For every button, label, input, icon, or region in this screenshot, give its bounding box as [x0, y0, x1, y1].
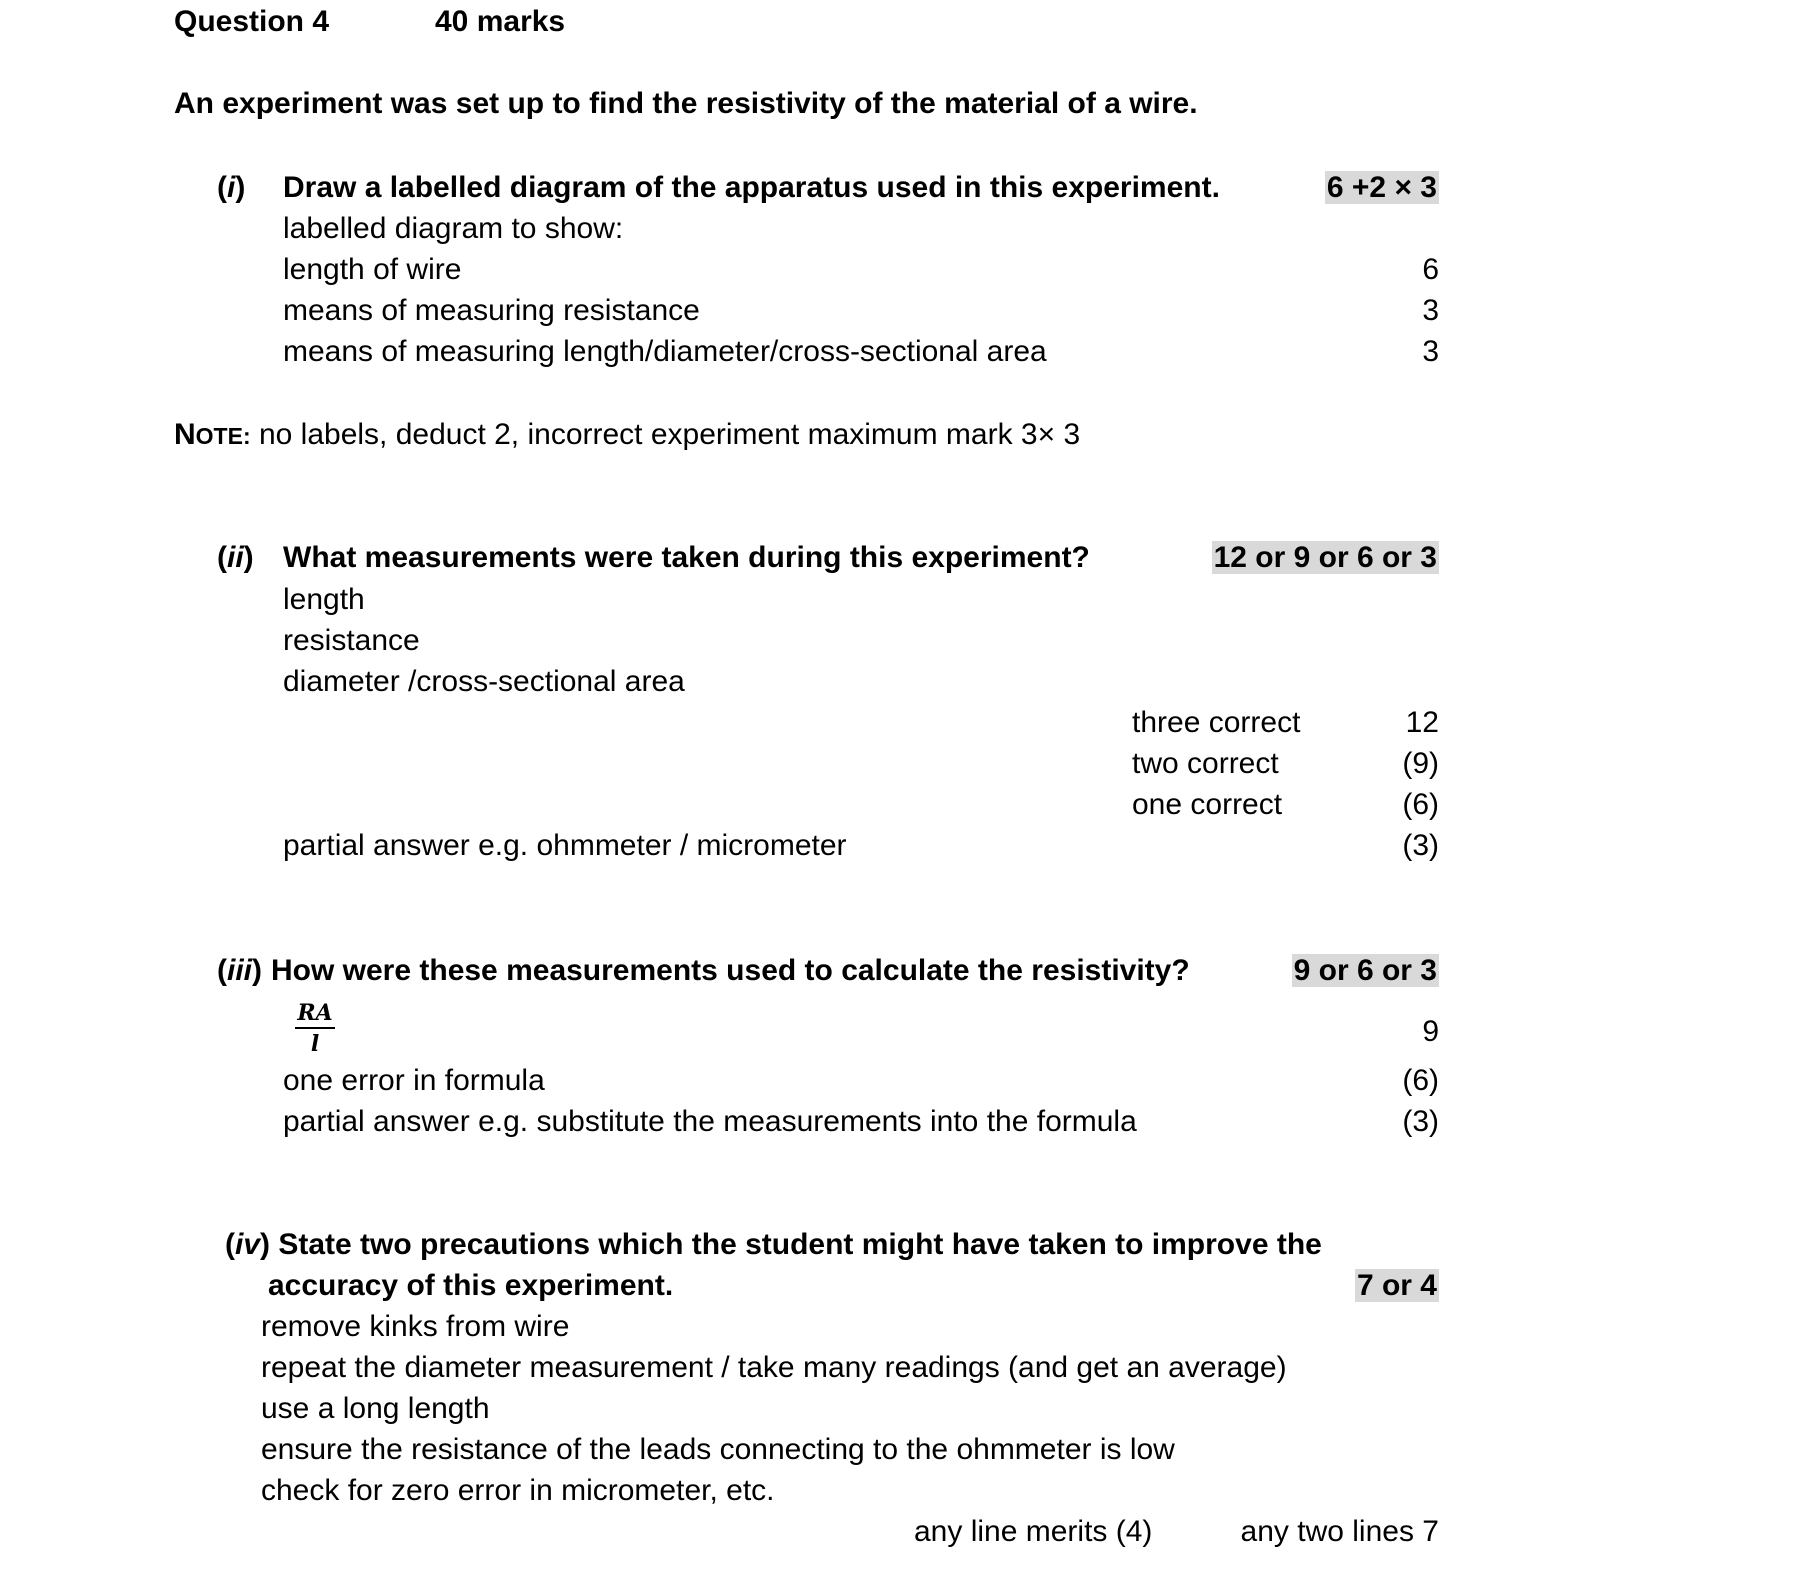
part-iv-any-line: any line merits (4)	[914, 1515, 1153, 1548]
part-iii-marks: 9 or 6 or 3	[1293, 954, 1437, 987]
part-ii-score-label: two correct	[1132, 747, 1279, 780]
part-i-numeral: i	[227, 171, 236, 204]
part-i-number: (i)	[217, 171, 246, 204]
part-iii-number: (iii)	[217, 954, 263, 987]
part-i-line-mark: 3	[1422, 335, 1439, 368]
part-iv-line: remove kinks from wire	[261, 1310, 570, 1343]
part-i-line: means of measuring length/diameter/cross-sectional area	[283, 335, 1047, 368]
part-iii-numeral: iii	[227, 954, 253, 987]
part-ii-line: diameter /cross-sectional area	[283, 665, 685, 698]
part-iv-two-lines: any two lines 7	[1240, 1515, 1439, 1548]
question-intro: An experiment was set up to find the resistivity of the material of a wire.	[174, 87, 1198, 120]
part-ii-score-mark: (6)	[1402, 788, 1439, 821]
formula-denominator: l	[310, 1031, 320, 1057]
part-iv-line: use a long length	[261, 1392, 490, 1425]
part-iv-line: check for zero error in micrometer, etc.	[261, 1474, 775, 1507]
part-iii-line-mark: (3)	[1402, 1105, 1439, 1138]
part-ii-line: length	[283, 583, 365, 616]
note-label-first: N	[174, 418, 196, 451]
part-ii-score-mark: 12	[1405, 706, 1439, 739]
part-iii-line-mark: (6)	[1402, 1064, 1439, 1097]
question-total-marks: 40 marks	[435, 5, 566, 38]
part-iv-numeral: iv	[235, 1228, 261, 1261]
part-ii-line: resistance	[283, 624, 420, 657]
part-i-line-mark: 3	[1422, 294, 1439, 327]
part-ii-partial-mark: (3)	[1402, 829, 1439, 862]
part-ii-number: (ii)	[217, 541, 254, 574]
part-iii-question: How were these measurements used to calculate the resistivity?	[271, 954, 1190, 987]
part-iv-question-line1: (iv) State two precautions which the student might have taken to improve the	[225, 1228, 1322, 1261]
resistivity-formula	[295, 999, 335, 1059]
part-ii-partial: partial answer e.g. ohmmeter / micrometer	[283, 829, 847, 862]
part-iv-marks: 7 or 4	[1356, 1269, 1437, 1302]
note-label-rest: OTE:	[195, 423, 251, 449]
part-ii-score-mark: (9)	[1402, 747, 1439, 780]
part-i-question: Draw a labelled diagram of the apparatus used in this experiment.	[283, 171, 1220, 204]
part-iv-question-text: State two precautions which the student might have taken to improve the	[278, 1228, 1322, 1261]
part-iv-line: repeat the diameter measurement / take many readings (and get an average)	[261, 1351, 1287, 1384]
question-title: Question 4	[174, 5, 330, 38]
formula-numerator: RA	[295, 999, 335, 1029]
part-iii-line: one error in formula	[283, 1064, 545, 1097]
part-ii-score-label: one correct	[1132, 788, 1283, 821]
part-i-line-mark: 6	[1422, 253, 1439, 286]
part-iii-line: partial answer e.g. substitute the measurements into the formula	[283, 1105, 1137, 1138]
part-i-line: means of measuring resistance	[283, 294, 700, 327]
part-ii-marks: 12 or 9 or 6 or 3	[1213, 541, 1437, 574]
part-i-marks: 6 +2 × 3	[1326, 171, 1437, 204]
part-iv-line: ensure the resistance of the leads connecting to the ohmmeter is low	[261, 1433, 1175, 1466]
part-i-note	[174, 417, 1080, 454]
part-ii-question: What measurements were taken during this experiment?	[283, 541, 1090, 574]
part-iv-question-line2: accuracy of this experiment.	[268, 1269, 674, 1302]
part-ii-score-label: three correct	[1132, 706, 1301, 739]
note-text: no labels, deduct 2, incorrect experiment maximum mark 3× 3	[250, 418, 1081, 451]
formula-mark: 9	[1422, 1015, 1439, 1048]
part-i-line: length of wire	[283, 253, 462, 286]
part-ii-numeral: ii	[227, 541, 244, 574]
part-i-line: labelled diagram to show:	[283, 212, 624, 245]
